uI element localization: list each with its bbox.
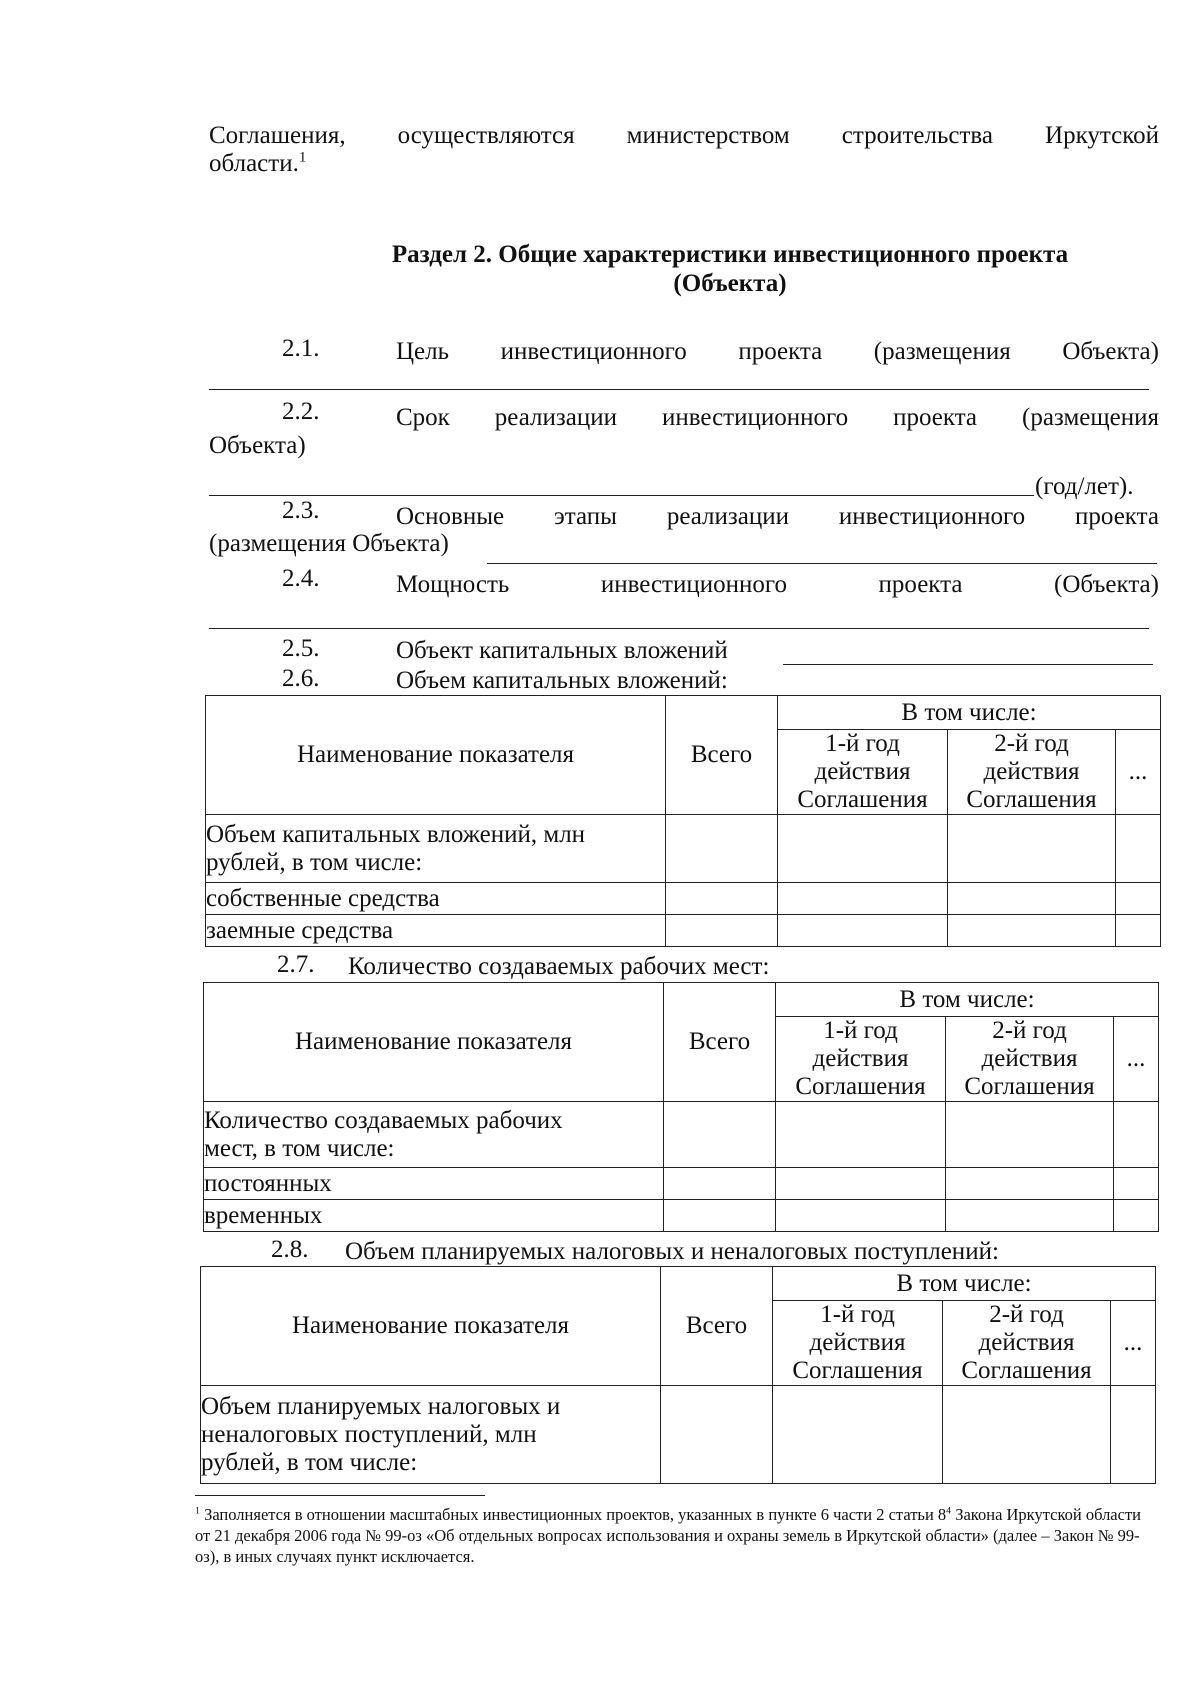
row-label: Количество создаваемых рабочих мест, в том числе: (204, 1102, 664, 1168)
header-year-1: 1-й год действия Соглашения (773, 1301, 943, 1386)
table-cell (1116, 883, 1161, 915)
item-word: Основные (396, 503, 505, 530)
item-word: (размещения (873, 338, 1011, 365)
row-label: постоянных (204, 1168, 664, 1200)
item-2-5-number: 2.5. (282, 635, 320, 662)
jobs-table (203, 982, 1159, 1232)
footnote-text-a: Заполняется в отношении масштабных инвестиционных проектов, указанных в пункте 6 части 2 статьи 8 (204, 1505, 947, 1524)
item-word: Срок (396, 404, 450, 431)
item-word: проекта (893, 404, 978, 431)
intro-word: Соглашения, (209, 122, 346, 149)
intro-line-1 (209, 122, 1159, 150)
item-2-1-text (396, 338, 1159, 366)
table-cell (664, 1168, 776, 1200)
fill-line-2-5 (783, 664, 1153, 665)
item-2-2-continuation: Объекта) (209, 432, 306, 459)
item-word: Мощность (396, 571, 510, 598)
item-word: (размещения (1022, 404, 1159, 431)
header-including: В том числе: (773, 1267, 1156, 1301)
item-2-3-number: 2.3. (282, 497, 320, 524)
item-word: инвестиционного (838, 503, 1026, 530)
item-2-6-text: Объем капитальных вложений: (396, 667, 728, 694)
item-2-3-text (396, 503, 1159, 531)
fill-line-2-2 (209, 495, 1034, 496)
table-cell (776, 1168, 946, 1200)
table-cell (776, 1200, 946, 1232)
item-2-8-number: 2.8. (271, 1236, 309, 1263)
intro-text: области. (209, 150, 299, 177)
item-word: (Объекта) (1054, 571, 1159, 598)
table-cell (1116, 915, 1161, 947)
item-word: инвестиционного (661, 404, 849, 431)
item-2-6-number: 2.6. (282, 665, 320, 692)
table-cell (666, 883, 778, 915)
table-cell (778, 815, 948, 883)
table-cell (1114, 1168, 1159, 1200)
intro-word: министерством (626, 122, 790, 149)
header-indicator-name: Наименование показателя (206, 696, 666, 815)
table-cell (666, 815, 778, 883)
item-2-5-text: Объект капитальных вложений (396, 637, 728, 664)
table-cell (1116, 815, 1161, 883)
table-cell (664, 1200, 776, 1232)
item-word: этапы (554, 503, 617, 530)
intro-line-2 (209, 150, 306, 178)
table-cell (776, 1102, 946, 1168)
table-cell (946, 1168, 1114, 1200)
header-year-2: 2-й год действия Соглашения (946, 1017, 1114, 1102)
header-year-1: 1-й год действия Соглашения (776, 1017, 946, 1102)
table-cell (666, 915, 778, 947)
header-ellipsis: ... (1116, 730, 1161, 815)
header-including: В том числе: (778, 696, 1161, 730)
table-cell (943, 1386, 1111, 1484)
section-title (330, 240, 1130, 298)
item-2-2-number: 2.2. (282, 398, 320, 425)
item-word: Цель (396, 338, 450, 365)
fill-line-2-1 (209, 389, 1149, 390)
table-cell (664, 1102, 776, 1168)
header-ellipsis: ... (1114, 1017, 1159, 1102)
footnote-mark: 1 (195, 1505, 200, 1517)
item-word: Объекта) (1062, 338, 1159, 365)
table-cell (661, 1386, 773, 1484)
item-word: проекта (878, 571, 963, 598)
section-title-line-2: (Объекта) (673, 270, 787, 297)
table-cell (948, 815, 1116, 883)
tax-revenue-table (200, 1266, 1156, 1484)
item-2-7-number: 2.7. (277, 951, 315, 978)
intro-word: Иркутской (1045, 122, 1159, 149)
capital-investment-table (205, 695, 1161, 947)
fill-line-2-4 (209, 628, 1149, 629)
table-cell (948, 915, 1116, 947)
table-cell (946, 1200, 1114, 1232)
footnote-text-b: Закона Иркутской области от 21 декабря 2006 года № 99-оз «Об отдельных вопросах использования и охраны земель в Иркутской области» (далее – Закон № 99-оз), в иных случаях пункт исключается. (195, 1505, 1141, 1566)
table-cell (946, 1102, 1114, 1168)
row-label: собственные средства (206, 883, 666, 915)
item-word: проекта (738, 338, 823, 365)
table-cell (1114, 1200, 1159, 1232)
table-cell (1114, 1102, 1159, 1168)
fill-line-2-3 (487, 563, 1157, 564)
section-title-line-1: Раздел 2. Общие характеристики инвестиционного проекта (391, 241, 1069, 268)
item-2-4-number: 2.4. (282, 565, 320, 592)
header-indicator-name: Наименование показателя (201, 1267, 661, 1386)
footnote-ref: 1 (298, 149, 307, 166)
item-word: инвестиционного (500, 338, 687, 365)
item-2-8-text: Объем планируемых налоговых и неналоговых поступлений: (345, 1238, 999, 1265)
row-label: Объем планируемых налоговых и неналоговых поступлений, млн рублей, в том числе: (201, 1386, 661, 1484)
header-total: Всего (661, 1267, 773, 1386)
item-word: проекта (1075, 503, 1159, 530)
footnote (195, 1504, 1150, 1567)
item-word: реализации (494, 404, 617, 431)
header-total: Всего (664, 983, 776, 1102)
footnote-separator (195, 1495, 485, 1496)
item-2-2-suffix: (год/лет). (1035, 473, 1134, 500)
intro-word: осуществляются (397, 122, 575, 149)
table-cell (778, 883, 948, 915)
item-2-3-continuation: (размещения Объекта) (209, 530, 449, 557)
header-year-2: 2-й год действия Соглашения (943, 1301, 1111, 1386)
table-cell (948, 883, 1116, 915)
header-year-1: 1-й год действия Соглашения (778, 730, 948, 815)
footnote-sup: 4 (946, 1505, 952, 1517)
item-2-4-text (396, 571, 1159, 599)
header-ellipsis: ... (1111, 1301, 1156, 1386)
table-cell (773, 1386, 943, 1484)
item-word: инвестиционного (600, 571, 787, 598)
row-label: временных (204, 1200, 664, 1232)
header-including: В том числе: (776, 983, 1159, 1017)
table-cell (778, 915, 948, 947)
header-total: Всего (666, 696, 778, 815)
row-label: заемные средства (206, 915, 666, 947)
header-indicator-name: Наименование показателя (204, 983, 664, 1102)
header-year-2: 2-й год действия Соглашения (948, 730, 1116, 815)
intro-word: строительства (841, 122, 993, 149)
table-cell (1111, 1386, 1156, 1484)
item-2-1-number: 2.1. (282, 335, 320, 362)
item-2-2-text (396, 404, 1159, 432)
item-2-7-text: Количество создаваемых рабочих мест: (348, 953, 770, 980)
item-word: реализации (666, 503, 790, 530)
row-label: Объем капитальных вложений, млн рублей, в том числе: (206, 815, 666, 883)
